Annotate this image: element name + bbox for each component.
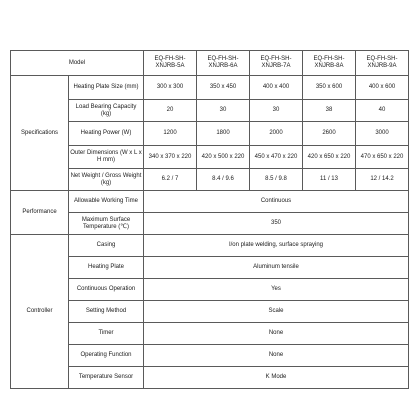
value-cell: 8.5 / 9.8 [250,169,303,191]
value-cell: 11 / 13 [303,169,356,191]
row-label: Allowable Working Time [69,191,144,213]
value-cell: 8.4 / 9.6 [197,169,250,191]
row-label: Heating Power (W) [69,122,144,146]
value-cell: 350 x 450 [197,76,250,100]
value-cell: Aluminum tensile [144,257,409,279]
table-row [11,367,409,389]
table-row [11,213,409,235]
row-label: Temperature Sensor [69,367,144,389]
spec-table [10,50,409,389]
value-cell: 3000 [356,122,409,146]
row-label: Setting Method [69,301,144,323]
table-row [11,122,409,146]
value-cell: 420 x 500 x 220 [197,146,250,169]
value-cell: 12 / 14.2 [356,169,409,191]
value-cell: 6.2 / 7 [144,169,197,191]
model-label: Model [11,51,144,76]
value-cell: 1800 [197,122,250,146]
row-label: Heating Plate Size (mm) [69,76,144,100]
value-cell: 450 x 470 x 220 [250,146,303,169]
table-row [11,100,409,122]
row-label: Net Weight / Gross Weight (kg) [69,169,144,191]
model-cell: EQ-FH-SH-XNJRB-8A [303,51,356,76]
table-row [11,323,409,345]
controller-group-label: Controller [11,235,69,389]
value-cell: 350 x 600 [303,76,356,100]
value-cell: 400 x 400 [250,76,303,100]
row-label: Continuous Operation [69,279,144,301]
value-cell: 340 x 370 x 220 [144,146,197,169]
model-cell: EQ-FH-SH-XNJRB-5A [144,51,197,76]
header-row [11,51,409,76]
row-label: Operating Function [69,345,144,367]
value-cell: Yes [144,279,409,301]
table-row [11,235,409,257]
value-cell: 350 [144,213,409,235]
model-cell: EQ-FH-SH-XNJRB-6A [197,51,250,76]
table-row [11,146,409,169]
value-cell: I/on plate welding, surface spraying [144,235,409,257]
row-label: Outer Dimensions (W x L x H mm) [69,146,144,169]
value-cell: 38 [303,100,356,122]
value-cell: Continuous [144,191,409,213]
table-row [11,191,409,213]
model-cell: EQ-FH-SH-XNJRB-7A [250,51,303,76]
row-label: Maximum Surface Temperature (℃) [69,213,144,235]
table-row [11,257,409,279]
value-cell: 400 x 600 [356,76,409,100]
model-cell: EQ-FH-SH-XNJRB-9A [356,51,409,76]
row-label: Casing [69,235,144,257]
table-row [11,279,409,301]
table-row [11,76,409,100]
table-row [11,301,409,323]
row-label: Timer [69,323,144,345]
value-cell: K Mode [144,367,409,389]
table-row [11,169,409,191]
value-cell: None [144,323,409,345]
value-cell: 30 [197,100,250,122]
row-label: Load Bearing Capacity (kg) [69,100,144,122]
value-cell: 30 [250,100,303,122]
row-label: Heating Plate [69,257,144,279]
table-row [11,345,409,367]
value-cell: 300 x 300 [144,76,197,100]
value-cell: Scale [144,301,409,323]
value-cell: 470 x 650 x 220 [356,146,409,169]
value-cell: 420 x 650 x 220 [303,146,356,169]
value-cell: 2000 [250,122,303,146]
value-cell: 20 [144,100,197,122]
value-cell: 1200 [144,122,197,146]
value-cell: 40 [356,100,409,122]
specifications-group-label: Specifications [11,76,69,191]
value-cell: 2600 [303,122,356,146]
value-cell: None [144,345,409,367]
performance-group-label: Performance [11,191,69,235]
